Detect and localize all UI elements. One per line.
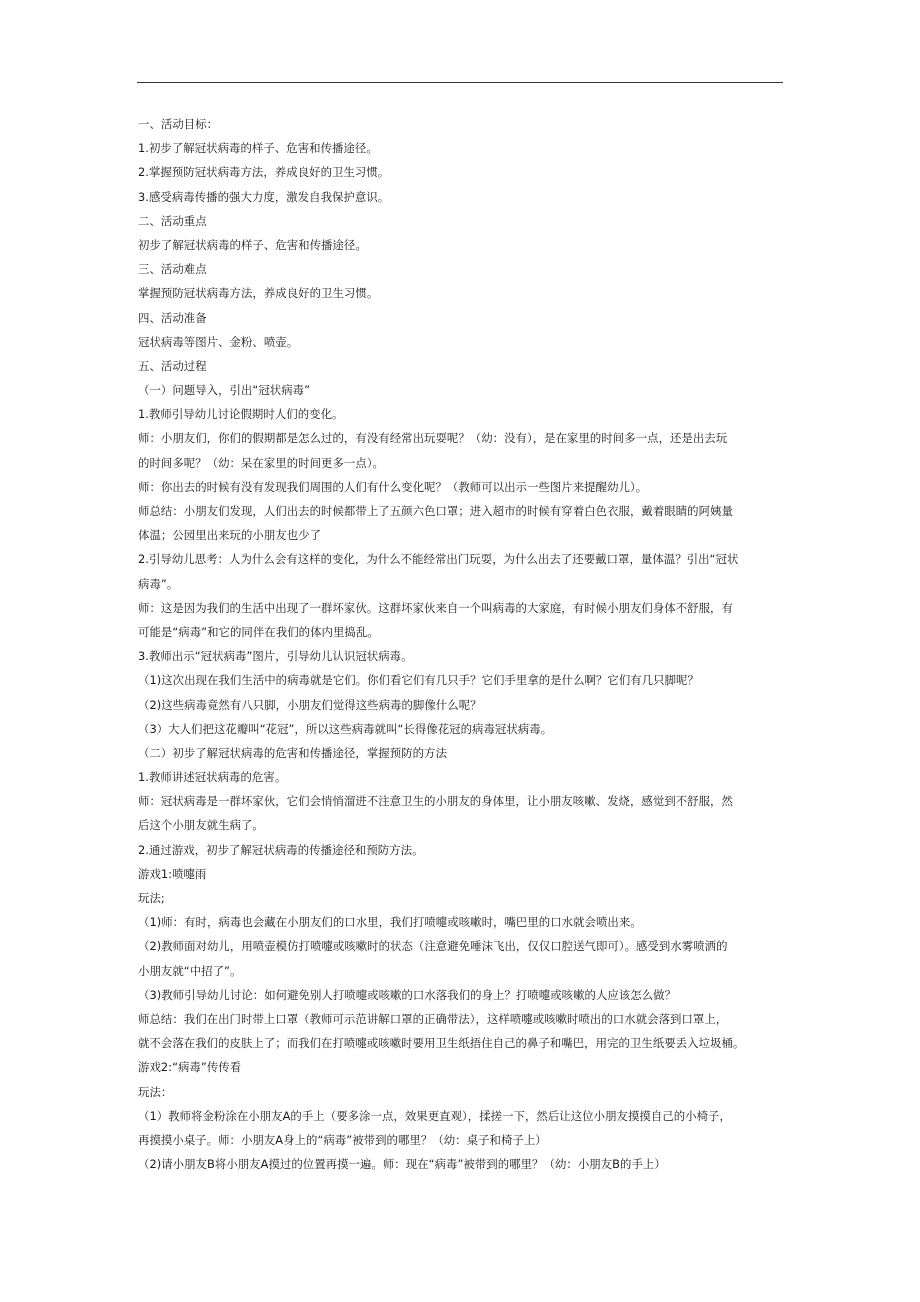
paragraph-line: 后这个小朋友就生病了。 [138,818,264,833]
paragraph-line: （1)这次出现在我们生活中的病毒就是它们。你们看它们有几只手？它们手里拿的是什么啊？它们有几只脚呢？ [138,673,699,688]
paragraph-line: 1.教师讲述冠状病毒的危害。 [138,770,287,785]
paragraph-line: （2)教师面对幼儿，用喷壶模仿打喷嚏或咳嗽时的状态（注意避免唾沫飞出，仅仅口腔送气即可）。感受到水雾喷洒的 [138,939,728,954]
preparation-text: 冠状病毒等图片、金粉、喷壶。 [138,334,299,349]
section-heading-difficulty: 三、活动难点 [138,262,207,277]
rules-label: 玩法; [138,891,165,905]
difficulty-text: 掌握预防冠状病毒方法，养成良好的卫生习惯。 [138,286,379,301]
paragraph-line: （2)请小朋友B将小朋友A摸过的位置再摸一遍。师：现在“病毒”被带到的哪里？（幼：小朋友B的手上） [138,1157,666,1172]
paragraph-line: 师总结：我们在出门时带上口罩（教师可示范讲解口罩的正确带法），这样喷嚏或咳嗽时喷出的口水就会落到口罩上， [138,1011,728,1026]
paragraph-line: 师：冠状病毒是一群坏家伙，它们会悄悄溜进不注意卫生的小朋友的身体里，让小朋友咳嗽、发烧，感觉到不舒服，然 [138,794,733,809]
document-body [138,112,786,1176]
paragraph-line: 体温；公园里出来玩的小朋友也少了 [138,528,322,543]
focus-text: 初步了解冠状病毒的样子、危害和传播途径。 [138,237,367,252]
goal-item-1: 1.初步了解冠状病毒的样子、危害和传播途径。 [138,141,378,156]
section-heading-process: 五、活动过程 [138,358,207,373]
rules-label: 玩法： [138,1084,173,1099]
paragraph-line: （2)这些病毒竟然有八只脚，小朋友们觉得这些病毒的脚像什么呢？ [138,697,482,712]
paragraph-line: （1)师：有时，病毒也会藏在小朋友们的口水里，我们打喷嚏或咳嗽时，嘴巴里的口水就会喷出来。 [138,915,642,930]
goal-item-2: 2.掌握预防冠状病毒方法，养成良好的卫生习惯。 [138,165,390,180]
paragraph-line: 再摸摸小桌子。师：小朋友A身上的“病毒”被带到的哪里？（幼：桌子和椅子上） [138,1132,547,1147]
paragraph-line: 2.通过游戏，初步了解冠状病毒的传播途径和预防方法。 [138,842,424,857]
subsection-heading-1: （一）问题导入，引出“冠状病毒” [138,383,311,398]
paragraph-line: 就不会落在我们的皮肤上了；而我们在打喷嚏或咳嗽时要用卫生纸捂住自己的鼻子和嘴巴，用完的卫生纸要丢入垃圾桶。 [138,1036,745,1051]
goal-item-3: 3.感受病毒传播的强大力度，激发自我保护意识。 [138,189,390,204]
paragraph-line: 师总结：小朋友们发现，人们出去的时候都带上了五颜六色口罩；进入超市的时候有穿着白色衣服，戴着眼睛的阿姨量 [138,504,733,518]
paragraph-line: （3)教师引导幼儿讨论：如何避免别人打喷嚏或咳嗽的口水落我们的身上？打喷嚏或咳嗽的人应该怎么做？ [138,987,677,1002]
paragraph-line: 师：你出去的时候有没有发现我们周围的人们有什么变化呢？（教师可以出示一些图片来提醒幼儿）。 [138,479,648,494]
game-title-2: 游戏2:“病毒”传传看 [138,1060,242,1075]
paragraph-line: 可能是“病毒”和它的同伴在我们的体内里捣乱。 [138,624,379,639]
paragraph-line: 2.引导幼儿思考：人为什么会有这样的变化，为什么不能经常出门玩耍，为什么出去了还要戴口罩，量体温？引出“冠状 [138,552,739,567]
paragraph-line: 师：这是因为我们的生活中出现了一群坏家伙。这群坏家伙来自一个叫病毒的大家庭，有时候小朋友们身体不舒服，有 [138,600,733,615]
paragraph-line: 师：小朋友们，你们的假期都是怎么过的，有没有经常出玩耍呢？（幼：没有），是在家里的时间多一点，还是出去玩 [138,431,728,446]
paragraph-line: 1.教师引导幼儿讨论假期时人们的变化。 [138,407,344,422]
header-rule [137,82,783,83]
section-heading-preparation: 四、活动准备 [138,310,207,325]
paragraph-line: 3.教师出示“冠状病毒”图片，引导幼儿认识冠状病毒。 [138,649,413,664]
paragraph-line: 小朋友就“中招了”。 [138,963,242,978]
paragraph-line: （1）教师将金粉涂在小朋友A的手上（要多涂一点，效果更直观），揉搓一下，然后让这位小朋友摸摸自己的小椅子， [138,1108,731,1123]
section-heading-focus: 二、活动重点 [138,213,207,228]
game-title-1: 游戏1:喷嚏雨 [138,866,207,881]
paragraph-line: （3）大人们把这花瓣叫“花冠”，所以这些病毒就叫“长得像花冠的病毒冠状病毒。 [138,721,553,736]
paragraph-line: 病毒”。 [138,576,179,591]
subsection-heading-2: （二）初步了解冠状病毒的危害和传播途径，掌握预防的方法 [138,745,447,760]
section-heading-goals: 一、活动目标： [138,117,219,131]
paragraph-line: 的时间多呢？（幼：呆在家里的时间更多一点）。 [138,455,384,470]
